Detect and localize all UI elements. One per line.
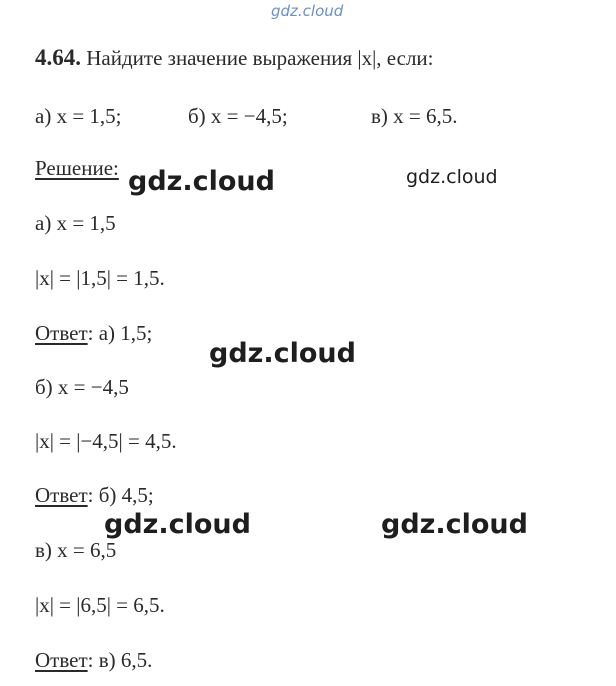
answer-label-c: Ответ: [35, 648, 88, 672]
solution-b-calc: |x| = |−4,5| = 4,5.: [35, 429, 177, 453]
watermark-4: gdz.cloud: [104, 509, 251, 540]
option-a: а) x = 1,5;: [35, 104, 122, 128]
problem-number: 4.64.: [35, 45, 81, 70]
watermark-top: gdz.cloud: [271, 2, 344, 20]
problem-statement: Найдите значение выражения |x|, если:: [86, 46, 434, 70]
solution-a-given: а) x = 1,5: [35, 211, 116, 235]
solution-c-given: в) x = 6,5: [35, 538, 117, 562]
watermark-2: gdz.cloud: [406, 166, 498, 188]
solution-c-answer: [35, 650, 152, 671]
solution-a-answer: [35, 323, 152, 344]
solution-heading: Решение:: [35, 156, 119, 180]
solution-c-calc: |x| = |6,5| = 6,5.: [35, 593, 165, 617]
watermark-3: gdz.cloud: [209, 338, 356, 369]
watermark-1: gdz.cloud: [128, 166, 275, 197]
watermark-5: gdz.cloud: [381, 509, 528, 540]
option-b: б) x = −4,5;: [188, 104, 288, 128]
answer-label-a: Ответ: [35, 321, 88, 345]
option-c: в) x = 6,5.: [371, 104, 458, 128]
answer-b-value: : б) 4,5;: [87, 483, 154, 507]
solution-a-calc: |x| = |1,5| = 1,5.: [35, 266, 165, 290]
answer-label-b: Ответ: [35, 483, 88, 507]
solution-b-answer: [35, 485, 154, 506]
solution-b-given: б) x = −4,5: [35, 375, 129, 399]
problem-header: [35, 46, 434, 69]
answer-a-value: : а) 1,5;: [87, 321, 153, 345]
answer-c-value: : в) 6,5.: [87, 648, 153, 672]
